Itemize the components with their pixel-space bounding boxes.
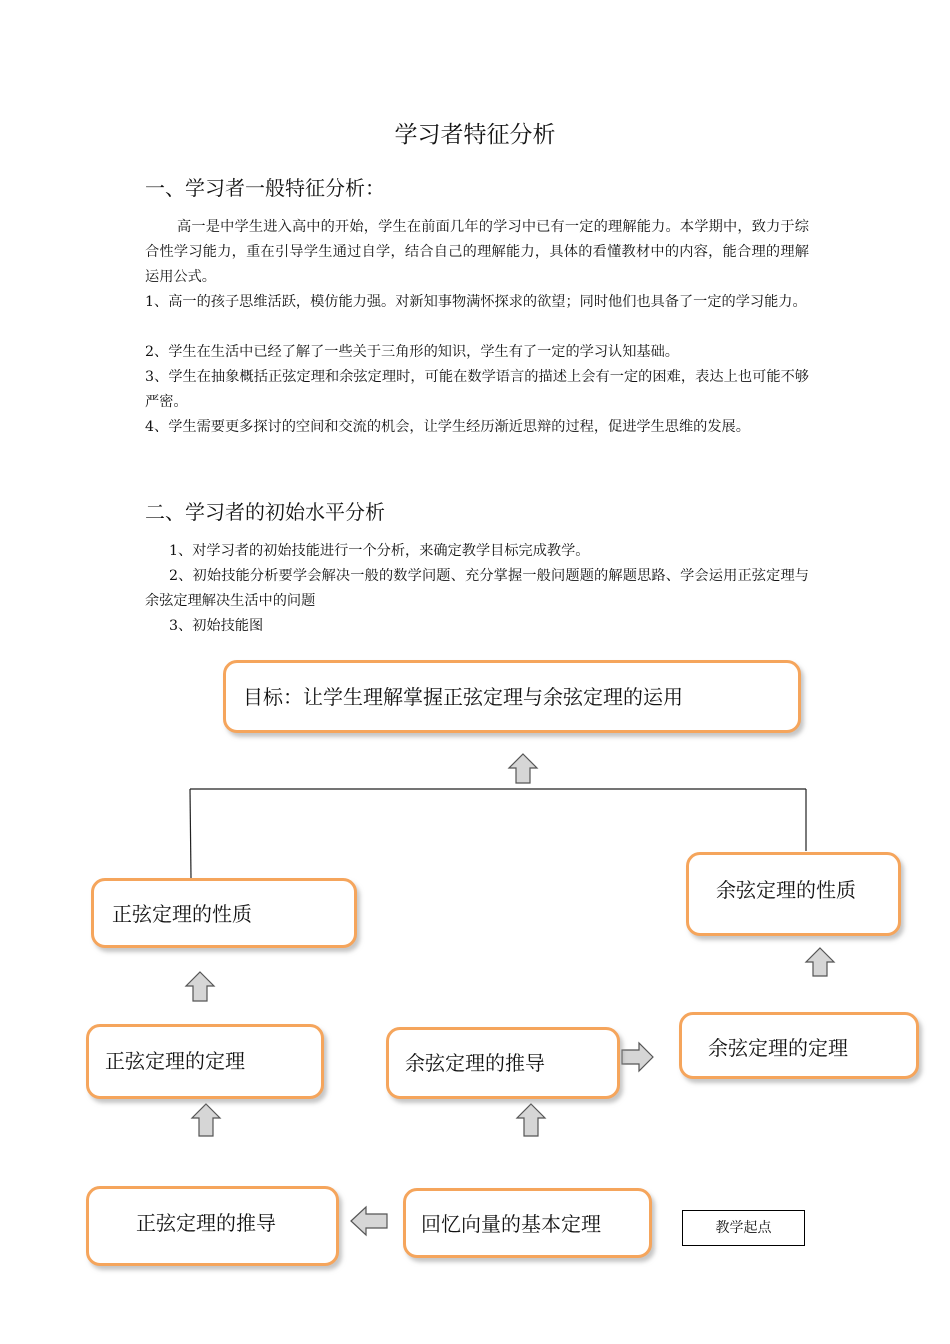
goal-label: 目标：让学生理解掌握正弦定理与余弦定理的运用 xyxy=(243,685,683,709)
section1-heading: 一、学习者一般特征分析： xyxy=(145,176,385,200)
teaching-start-label: 教学起点 xyxy=(715,1220,772,1236)
section2-item-1: 1、对学习者的初始技能进行一个分析，来确定教学目标完成教学。 xyxy=(169,543,590,559)
recall-vectors-box xyxy=(403,1188,652,1258)
section1-intro: 高一是中学生进入高中的开始，学生在前面几年的学习中已有一定的理解能力。本学期中，致力于综合性学习能力，重在引导学生通过自学，结合自己的理解能力，具体的看懂教材中的内容，能合理的理解运用公式。 xyxy=(145,219,809,285)
section1-item-1: 1、高一的孩子思维活跃，模仿能力强。对新知事物满怀探求的欲望；同时他们也具备了一定的学习能力。 xyxy=(145,294,807,310)
arrow-up-to-cosine-derivation-icon xyxy=(517,1104,545,1136)
cosine-property-label: 余弦定理的性质 xyxy=(716,878,856,902)
sine-theorem-box xyxy=(86,1024,324,1099)
sine-theorem-label: 正弦定理的定理 xyxy=(105,1049,245,1073)
section2-heading: 二、学习者的初始水平分析 xyxy=(145,500,385,524)
arrow-up-to-sine-property-icon xyxy=(186,972,214,1001)
goal-box xyxy=(223,660,801,733)
cosine-property-box xyxy=(686,852,901,936)
cosine-theorem-box xyxy=(679,1012,919,1079)
section1-item-2: 2、学生在生活中已经了解了一些关于三角形的知识，学生有了一定的学习认知基础。 xyxy=(145,344,679,360)
cosine-derivation-label: 余弦定理的推导 xyxy=(405,1051,545,1075)
sine-derivation-label: 正弦定理的推导 xyxy=(136,1211,276,1235)
recall-vectors-label: 回忆向量的基本定理 xyxy=(421,1212,601,1236)
connector-left-line xyxy=(190,789,191,878)
arrow-left-to-sine-derivation-icon xyxy=(351,1207,387,1235)
arrow-up-to-goal-icon xyxy=(509,754,537,783)
teaching-start-box xyxy=(682,1210,805,1246)
arrow-right-to-cosine-theorem-icon xyxy=(622,1043,653,1071)
section1-item-3: 3、学生在抽象概括正弦定理和余弦定理时，可能在数学语言的描述上会有一定的困难，表达上也可能不够严密。 xyxy=(145,369,809,410)
cosine-theorem-label: 余弦定理的定理 xyxy=(708,1036,848,1060)
section2-item-2: 2、初始技能分析要学会解决一般的数学问题、充分掌握一般问题题的解题思路、学会运用正弦定理与余弦定理解决生活中的问题 xyxy=(145,568,809,609)
arrow-up-to-cosine-property-icon xyxy=(806,948,834,976)
sine-derivation-box xyxy=(86,1186,339,1266)
section2-item-3: 3、初始技能图 xyxy=(169,618,264,634)
arrow-up-to-sine-theorem-icon xyxy=(192,1104,220,1136)
cosine-derivation-box xyxy=(386,1027,620,1099)
sine-property-box xyxy=(91,878,357,948)
page-title: 学习者特征分析 xyxy=(394,122,556,148)
sine-property-label: 正弦定理的性质 xyxy=(112,902,252,926)
section1-item-4: 4、学生需要更多探讨的空间和交流的机会，让学生经历渐近思辩的过程，促进学生思维的发展。 xyxy=(145,419,750,435)
